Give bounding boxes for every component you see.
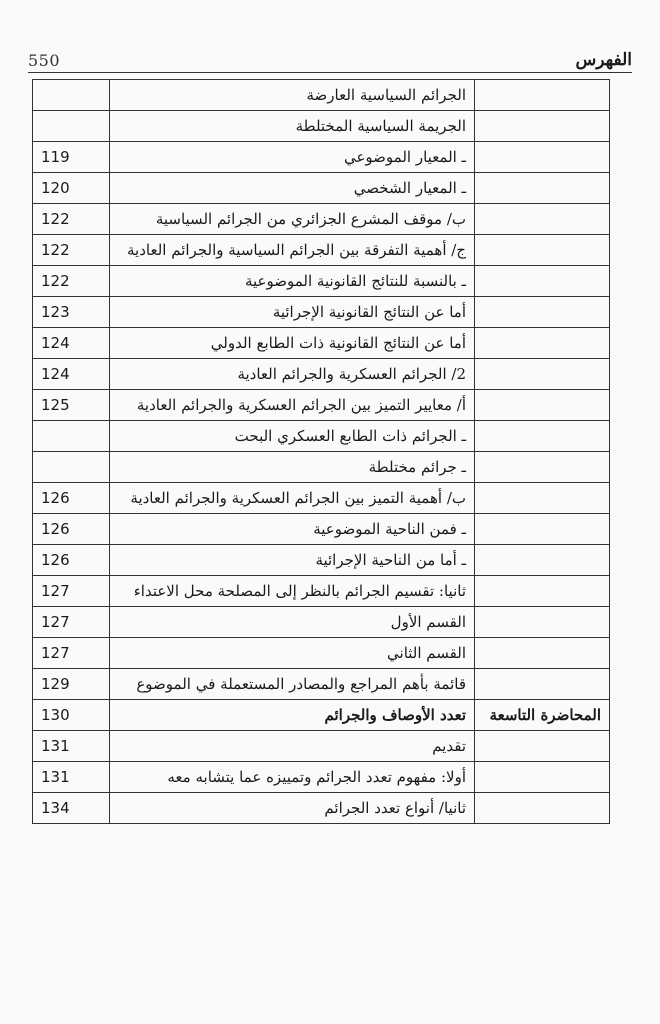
toc-entry-title: الجريمة السياسية المختلطة xyxy=(110,111,475,142)
toc-section-cell xyxy=(475,793,610,824)
toc-page-number: 129 xyxy=(33,669,110,700)
toc-entry-title: تعدد الأوصاف والجرائم xyxy=(110,700,475,731)
table-row xyxy=(33,142,610,173)
toc-section-cell xyxy=(475,111,610,142)
toc-page-number: 126 xyxy=(33,514,110,545)
table-row xyxy=(33,421,610,452)
toc-section-cell xyxy=(475,545,610,576)
toc-entry-title: ـ جرائم مختلطة xyxy=(110,452,475,483)
page-header xyxy=(28,46,632,70)
toc-entry-title: ـ بالنسبة للنتائج القانونية الموضوعية xyxy=(110,266,475,297)
toc-entry-title: ب/ أهمية التميز بين الجرائم العسكرية والجرائم العادية xyxy=(110,483,475,514)
toc-section-cell xyxy=(475,762,610,793)
table-row xyxy=(33,328,610,359)
table-row xyxy=(33,235,610,266)
toc-section-cell xyxy=(475,514,610,545)
toc-section-cell xyxy=(475,204,610,235)
toc-page-number: 122 xyxy=(33,204,110,235)
table-row xyxy=(33,111,610,142)
toc-entry-title: قائمة بأهم المراجع والمصادر المستعملة في الموضوع xyxy=(110,669,475,700)
toc-entry-title: 2/ الجرائم العسكرية والجرائم العادية xyxy=(110,359,475,390)
toc-entry-title: ثانيا: تقسيم الجرائم بالنظر إلى المصلحة محل الاعتداء xyxy=(110,576,475,607)
toc-section-cell xyxy=(475,173,610,204)
table-of-contents xyxy=(32,79,610,824)
toc-page-number: 122 xyxy=(33,266,110,297)
toc-page-number: 126 xyxy=(33,545,110,576)
toc-entry-title: أولا: مفهوم تعدد الجرائم وتمييزه عما يتشابه معه xyxy=(110,762,475,793)
toc-entry-title: أ/ معايير التميز بين الجرائم العسكرية والجرائم العادية xyxy=(110,390,475,421)
toc-section-cell xyxy=(475,421,610,452)
toc-entry-title: القسم الثاني xyxy=(110,638,475,669)
toc-page-number: 127 xyxy=(33,576,110,607)
table-row xyxy=(33,297,610,328)
toc-section-cell xyxy=(475,328,610,359)
toc-page-number: 125 xyxy=(33,390,110,421)
toc-section-cell xyxy=(475,607,610,638)
toc-page-number: 124 xyxy=(33,328,110,359)
table-row xyxy=(33,204,610,235)
table-row xyxy=(33,80,610,111)
table-row xyxy=(33,359,610,390)
toc-section-cell xyxy=(475,576,610,607)
toc-page-number: 130 xyxy=(33,700,110,731)
table-row xyxy=(33,793,610,824)
table-row xyxy=(33,266,610,297)
toc-page-number: 126 xyxy=(33,483,110,514)
toc-entry-title: ـ أما من الناحية الإجرائية xyxy=(110,545,475,576)
toc-entry-title: ـ الجرائم ذات الطابع العسكري البحت xyxy=(110,421,475,452)
toc-page-number: 119 xyxy=(33,142,110,173)
table-row xyxy=(33,545,610,576)
toc-page-number: 131 xyxy=(33,731,110,762)
toc-entry-title: ـ المعيار الشخصي xyxy=(110,173,475,204)
toc-entry-title: الجرائم السياسية العارضة xyxy=(110,80,475,111)
toc-entry-title: ـ المعيار الموضوعي xyxy=(110,142,475,173)
toc-entry-title: القسم الأول xyxy=(110,607,475,638)
table-row xyxy=(33,762,610,793)
toc-section-cell xyxy=(475,638,610,669)
toc-page-number xyxy=(33,421,110,452)
toc-page-number: 123 xyxy=(33,297,110,328)
table-row xyxy=(33,390,610,421)
toc-entry-title: تقديم xyxy=(110,731,475,762)
toc-page-number: 122 xyxy=(33,235,110,266)
toc-page-number: 127 xyxy=(33,638,110,669)
toc-page-number xyxy=(33,80,110,111)
toc-section-cell xyxy=(475,142,610,173)
toc-entry-title: أما عن النتائج القانونية الإجرائية xyxy=(110,297,475,328)
table-row xyxy=(33,669,610,700)
toc-section-cell: المحاضرة التاسعة xyxy=(475,700,610,731)
table-row xyxy=(33,576,610,607)
toc-section-cell xyxy=(475,731,610,762)
toc-section-cell xyxy=(475,80,610,111)
table-row xyxy=(33,638,610,669)
table-row xyxy=(33,607,610,638)
toc-page-number: 124 xyxy=(33,359,110,390)
toc-section-cell xyxy=(475,452,610,483)
toc-entry-title: ب/ موقف المشرع الجزائري من الجرائم السياسية xyxy=(110,204,475,235)
toc-entry-title: ثانيا/ أنواع تعدد الجرائم xyxy=(110,793,475,824)
page-number: 550 xyxy=(28,51,61,70)
toc-section-cell xyxy=(475,297,610,328)
toc-entry-title: أما عن النتائج القانونية ذات الطابع الدولي xyxy=(110,328,475,359)
table-row xyxy=(33,731,610,762)
toc-page-number: 127 xyxy=(33,607,110,638)
toc-section-cell xyxy=(475,266,610,297)
toc-page-number: 134 xyxy=(33,793,110,824)
toc-section-cell xyxy=(475,235,610,266)
table-row xyxy=(33,514,610,545)
toc-section-cell xyxy=(475,669,610,700)
toc-section-cell xyxy=(475,483,610,514)
toc-page-number: 131 xyxy=(33,762,110,793)
toc-section-cell xyxy=(475,359,610,390)
table-row xyxy=(33,700,610,731)
table-row xyxy=(33,173,610,204)
toc-page-number xyxy=(33,111,110,142)
toc-page-number: 120 xyxy=(33,173,110,204)
toc-entry-title: ـ فمن الناحية الموضوعية xyxy=(110,514,475,545)
toc-entry-title: ج/ أهمية التفرقة بين الجرائم السياسية والجرائم العادية xyxy=(110,235,475,266)
table-row xyxy=(33,483,610,514)
toc-section-cell xyxy=(475,390,610,421)
page-title: الفهرس xyxy=(575,50,632,70)
header-divider xyxy=(28,72,632,73)
table-row xyxy=(33,452,610,483)
toc-page-number xyxy=(33,452,110,483)
